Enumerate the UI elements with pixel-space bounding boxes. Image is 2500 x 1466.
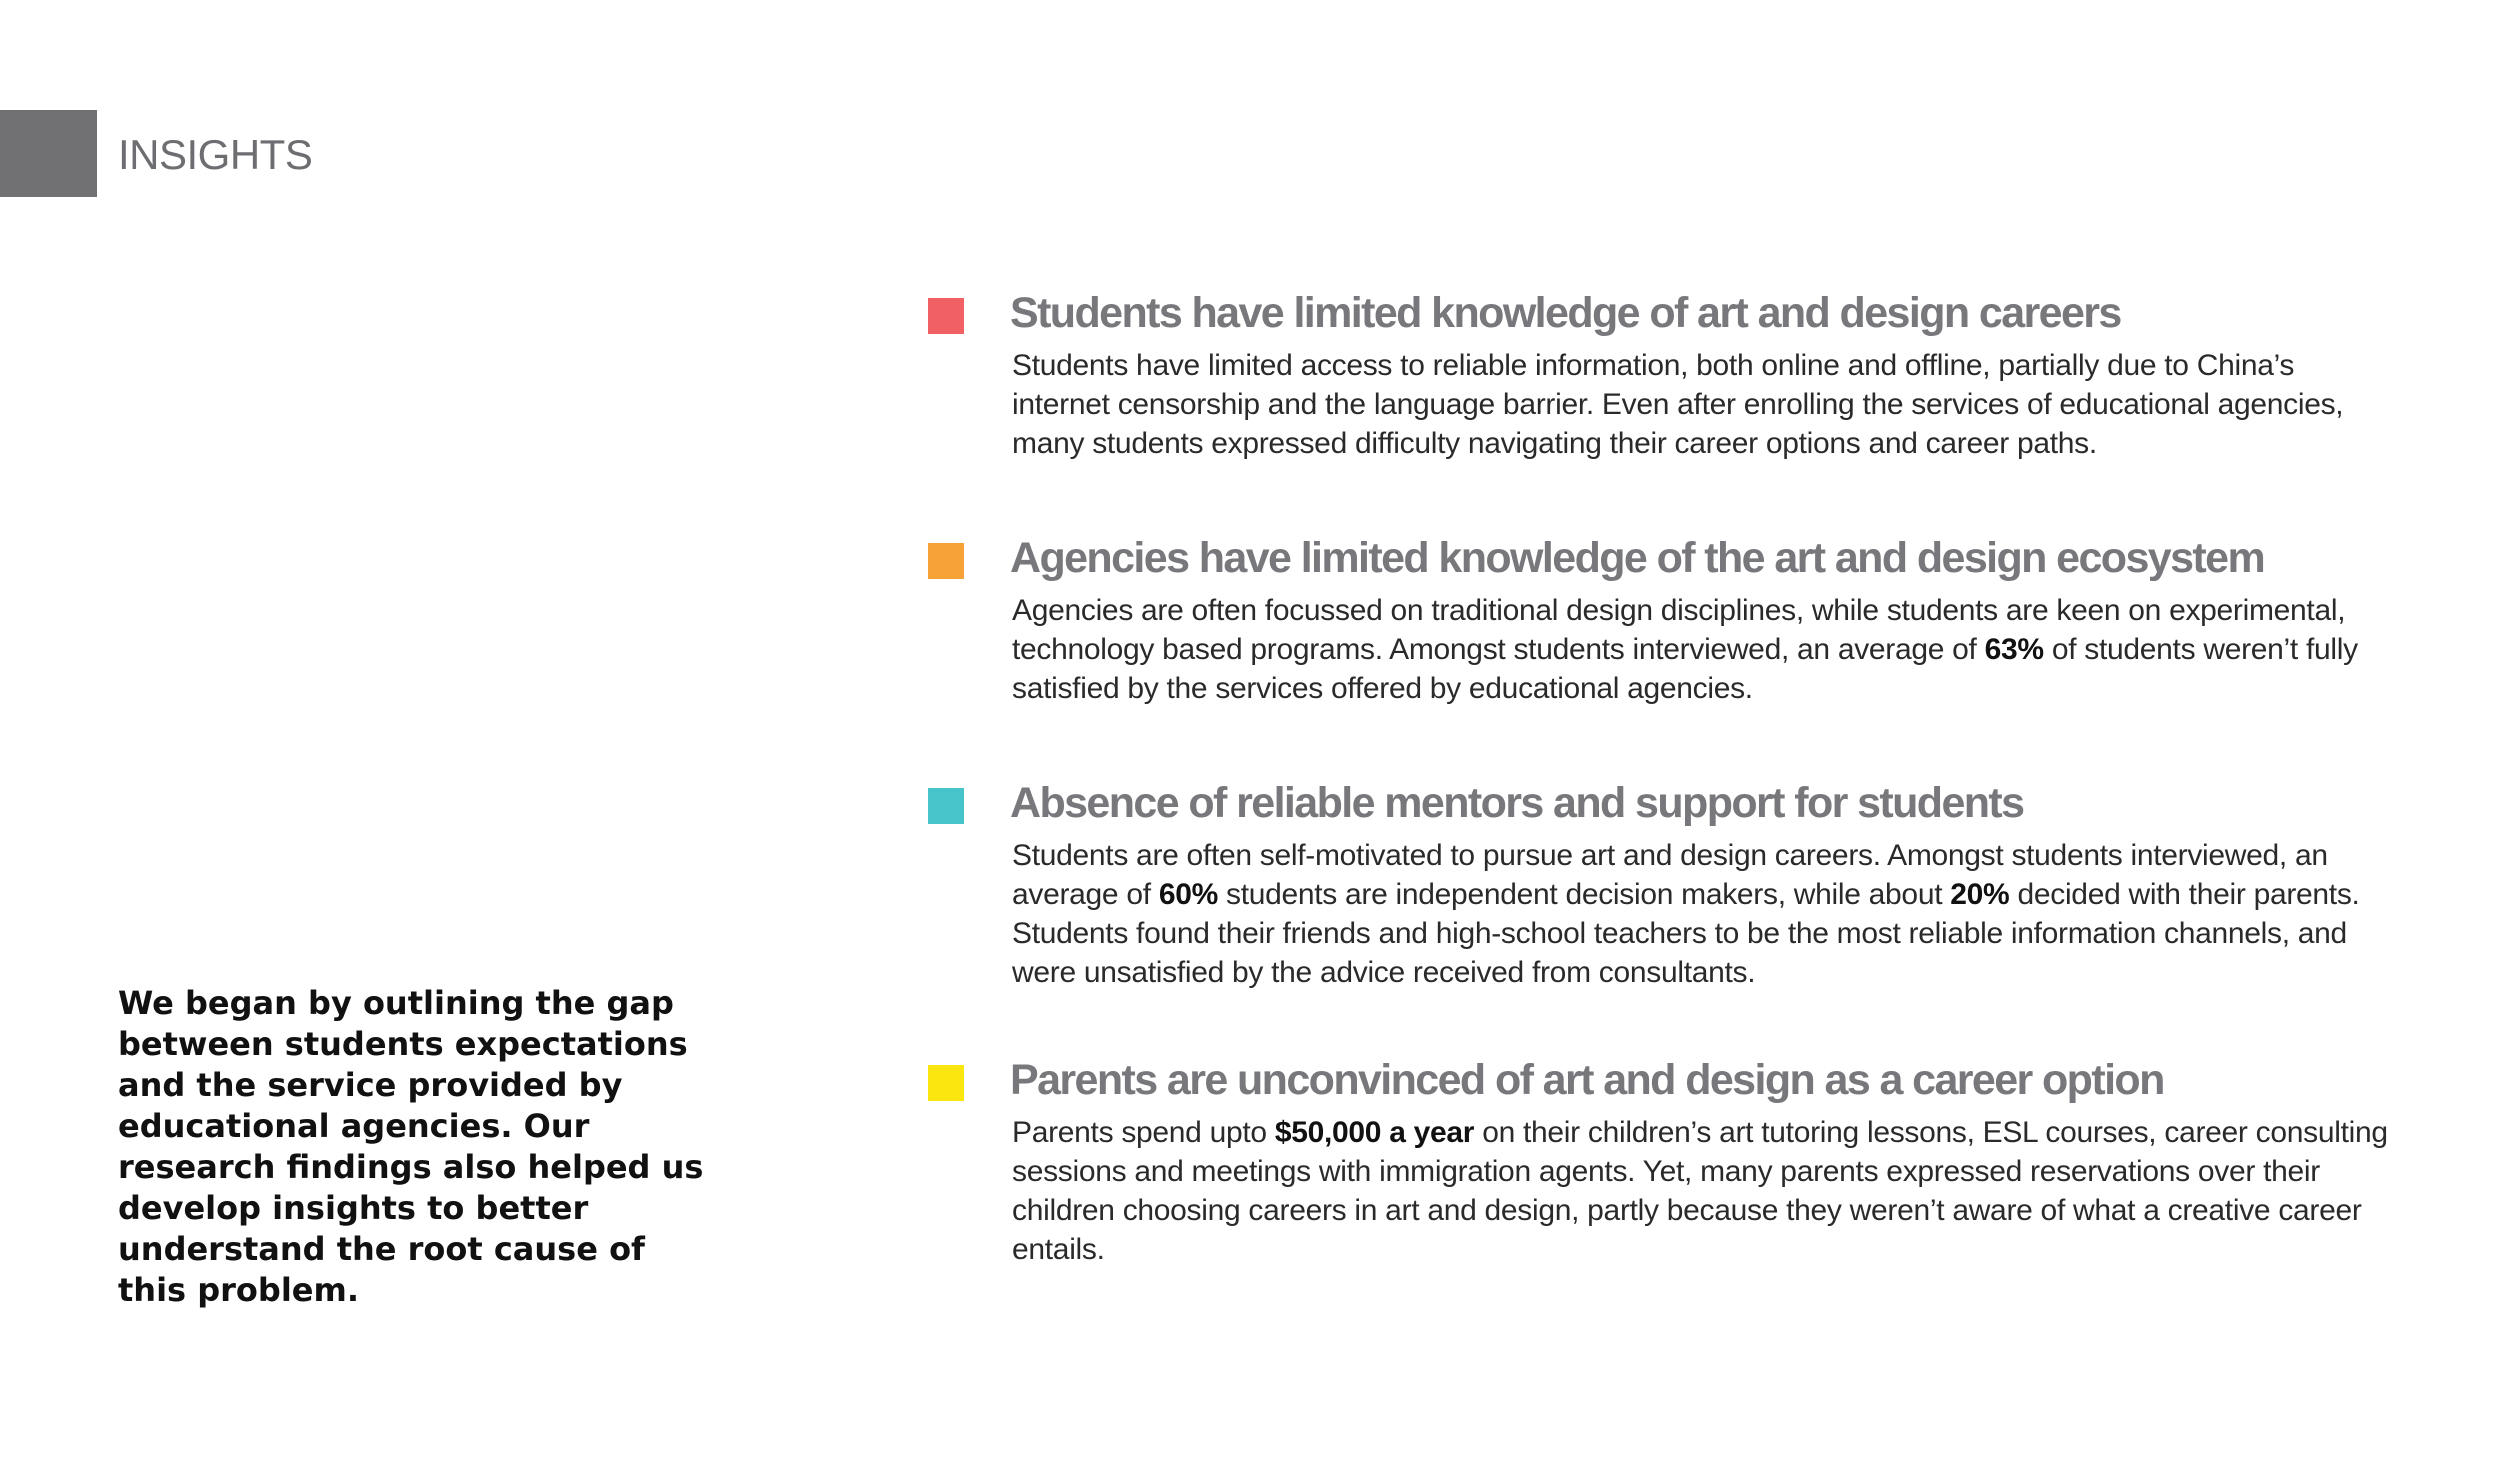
insight-3-body-text: students are independent decision makers, while about — [1217, 878, 1951, 911]
insight-4-body — [1012, 1113, 2392, 1269]
section-title: INSIGHTS — [118, 131, 313, 178]
insight-1-heading: Students have limited knowledge of art and design careers — [1010, 289, 2121, 337]
insight-3-stat: 20% — [1950, 878, 2010, 911]
insight-2-heading: Agencies have limited knowledge of the art and design ecosystem — [1010, 534, 2265, 582]
insight-2-stat: 63% — [1984, 633, 2044, 666]
insight-2-body-text: of students weren’t fully satisfied by the services offered by educational agencies. — [1012, 633, 2358, 705]
insight-4-body-text: Parents spend upto — [1012, 1116, 1275, 1149]
insight-2-color-swatch — [928, 543, 964, 579]
insight-1-body — [1012, 346, 2392, 463]
insight-1-body-text: Students have limited access to reliable information, both online and offline, partially due to China’s internet censorship and the language barrier. Even after enrolling the services of educational agencies, many students expressed difficulty navigating their career options and career paths. — [1012, 349, 2344, 460]
insight-3-stat: 60% — [1158, 878, 1218, 911]
insight-4-stat: $50,000 a year — [1274, 1116, 1475, 1149]
insight-3-heading: Absence of reliable mentors and support for students — [1010, 779, 2024, 827]
insight-3-body-text: decided with their parents. Students found their friends and high-school teachers to be the most reliable information channels, and were unsatisfied by the advice received from consultants. — [1012, 878, 2360, 989]
insight-3-color-swatch — [928, 788, 964, 824]
insight-4-color-swatch — [928, 1065, 964, 1101]
insight-2-body — [1012, 591, 2392, 708]
insight-4-body-text: on their children’s art tutoring lessons, ESL courses, career consulting sessions and meetings with immigration agents. Yet, many parents expressed reservations over their children choosing careers in art and design, partly because they weren’t aware of what a creative career entails. — [1012, 1116, 2388, 1266]
insight-4-heading: Parents are unconvinced of art and design as a career option — [1010, 1056, 2164, 1104]
insight-3-body — [1012, 836, 2392, 992]
insight-1-color-swatch — [928, 298, 964, 334]
insight-2-body-text: Agencies are often focussed on traditional design disciplines, while students are keen on experimental, technology based programs. Amongst students interviewed, an average of — [1012, 594, 2346, 666]
section-tab-marker — [0, 110, 97, 197]
intro-paragraph: We began by outlining the gap between students expectations and the service provided by educational agencies. Our research findings also helped us develop insights to better understand the root cause of this problem. — [118, 984, 704, 1309]
insight-3-body-text: Students are often self-motivated to pursue art and design careers. Amongst students interviewed, an average of — [1012, 839, 2328, 911]
